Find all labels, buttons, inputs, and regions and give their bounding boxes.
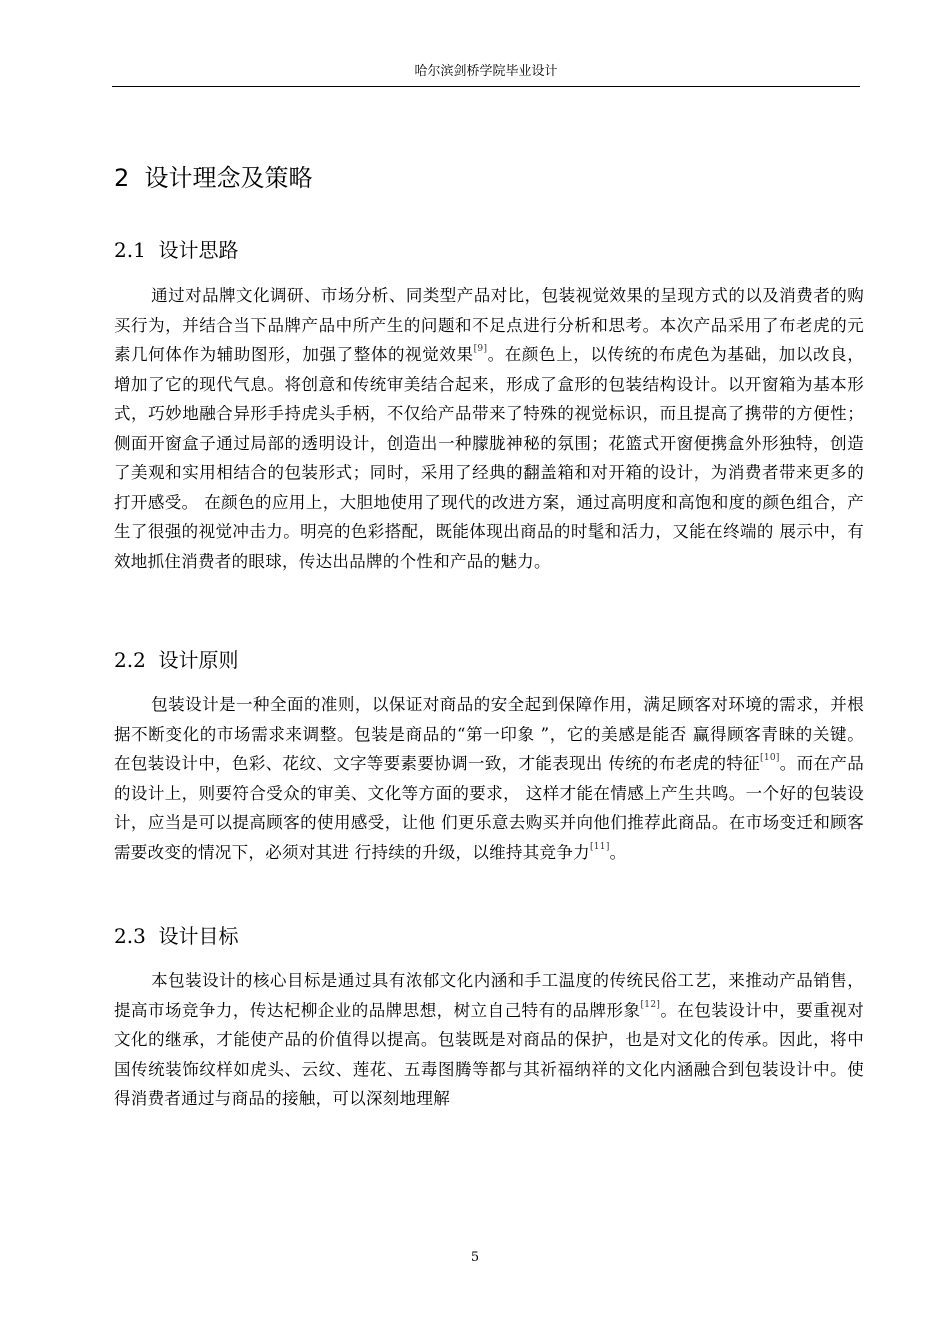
- chapter-title-text: 设计理念及策略: [144, 164, 313, 192]
- header-rule: [112, 86, 860, 87]
- paragraph-text: 通过对品牌文化调研、市场分析、同类型产品对比，包装视觉效果的呈现方式的以及消费者的购买行为，并结合当下品牌产品中所产生的问题和不足点进行分析和思考。本次产品采用了布老虎的元素几何体作为辅助图形，加强了整体的视觉效果: [114, 286, 864, 364]
- section-title-text: 设计目标: [158, 924, 239, 948]
- section-title-text: 设计原则: [158, 648, 239, 672]
- paragraph-design-goals: [114, 966, 864, 1114]
- citation-11: [11]: [589, 841, 610, 852]
- citation-12: [12]: [640, 999, 661, 1010]
- paragraph-design-principles: [114, 690, 864, 867]
- running-header: 哈尔滨剑桥学院毕业设计: [414, 64, 558, 79]
- section-title-2-2: [114, 646, 239, 674]
- chapter-title: [114, 162, 313, 194]
- section-title-2-3: [114, 922, 239, 950]
- section-number: 2.1: [114, 238, 146, 262]
- chapter-number: 2: [114, 164, 130, 192]
- paragraph-text: 。在包装设计中，要重视对文化的继承，才能使产品的价值得以提高。包装既是对商品的保护，也是对文化的传承。因此，将中国传统装饰纹样如虎头、云纹、莲花、五毒图腾等都与其祈福纳祥的文化内涵融合到包装设计中。使得消费者通过与商品的接触，可以深刻地理解: [114, 1000, 864, 1108]
- paragraph-text: 。在颜色上，以传统的布虎色为基础，加以改良，增加了它的现代气息。将创意和传统审美结合起来，形成了盒形的包装结构设计。以开窗箱为基本形式，巧妙地融合异形手持虎头手柄，不仅给产品带来了特殊的视觉标识，而且提高了携带的方便性；侧面开窗盒子通过局部的透明设计，创造出一种朦胧神秘的氛围；花篮式开窗便携盒外形独特，创造了美观和实用相结合的包装形式；同时，采用了经典的翻盖箱和对开箱的设计，为消费者带来更多的打开感受。 在颜色的应用上，大胆地使用了现代的改进方案，通过高明度和高饱和度的颜色组合，产 生了很强的视觉冲击力。明亮的色彩搭配，既能体现出商品的时髦和活力，又能在终端的 展示中，有效地抓住消费者的眼球，传达出品牌的个性和产品的魅力。: [114, 345, 864, 571]
- section-title-text: 设计思路: [158, 238, 239, 262]
- citation-10: [10]: [760, 753, 780, 763]
- page-number: 5: [470, 1250, 480, 1265]
- paragraph-text: 。: [609, 842, 627, 862]
- section-title-2-1: [114, 236, 239, 264]
- paragraph-text: 本包装设计的核心目标是通过具有浓郁文化内涵和手工温度的传统民俗工艺，来推动产品销售，提高市场竞争力，传达杞柳企业的品牌思想，树立自己特有的品牌形象: [114, 971, 864, 1020]
- paragraph-text: 。而在产品的设计上，则要符合受众的审美、文化等方面的要求， 这样才能在情感上产生共鸣。一个好的包装设计，应当是可以提高顾客的使用感受，让他 们更乐意去购买并向他们推荐此商品。在市场变迁和顾客需要改变的情况下，必须对其进 行持续的升级，以维持其竞争力: [114, 754, 865, 862]
- section-number: 2.3: [114, 924, 146, 948]
- paragraph-text: 包装设计是一种全面的准则，以保证对商品的安全起到保障作用，满足顾客对环境的需求，并根据不断变化的市场需求来调整。包装是商品的“第一印象 ”，它的美感是能否 赢得顾客青睐的关键。在包装设计中，色彩、花纹、文字等要素要协调一致，才能表现出 传统的布老虎的特征: [114, 695, 864, 773]
- paragraph-design-approach: [114, 281, 864, 576]
- citation-9: [9]: [473, 344, 488, 354]
- section-number: 2.2: [114, 648, 146, 672]
